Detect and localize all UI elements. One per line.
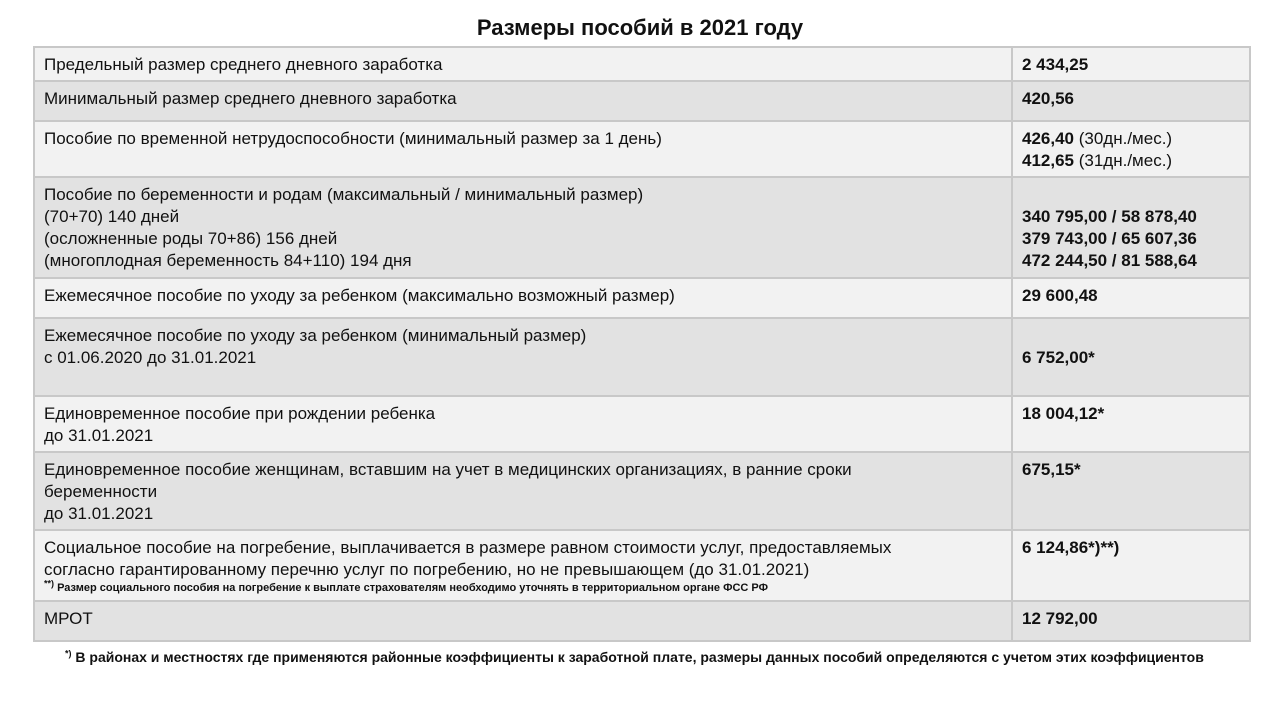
- table-row: [34, 452, 1250, 530]
- table-row: [34, 530, 1250, 601]
- label-line: согласно гарантированному перечню услуг по погребению, но не превышающем (до 31.01.2021): [44, 560, 810, 579]
- table-row: [34, 278, 1250, 318]
- row-label: [34, 396, 1012, 452]
- value-spacer: [1022, 184, 1240, 206]
- table-row: [34, 396, 1250, 452]
- row-value: [1012, 530, 1250, 601]
- value-line: 675,15*: [1022, 460, 1081, 479]
- table-row: [34, 121, 1250, 177]
- value-amount: 426,40: [1022, 129, 1074, 148]
- note-mark: **): [44, 578, 55, 589]
- row-label: [34, 601, 1012, 641]
- label-line: до 31.01.2021: [44, 426, 154, 445]
- label-line: до 31.01.2021: [44, 504, 154, 523]
- footnote-mark: *): [65, 648, 72, 659]
- row-value: [1012, 601, 1250, 641]
- value-unit: (31дн./мес.): [1074, 151, 1173, 170]
- row-label: [34, 81, 1012, 121]
- row-label: [34, 177, 1012, 278]
- value-line: 472 244,50 / 81 588,64: [1022, 251, 1197, 270]
- table-row: [34, 318, 1250, 396]
- value-line: 18 004,12*: [1022, 404, 1105, 423]
- footnote-text: В районах и местностях где применяются районные коэффициенты к заработной плате, размеры данных пособий определяются с учетом этих коэффициентов: [71, 649, 1204, 665]
- label-line: МРОТ: [44, 609, 93, 628]
- label-line: беременности: [44, 482, 158, 501]
- value-line: 29 600,48: [1022, 286, 1098, 305]
- row-label: [34, 318, 1012, 396]
- label-line: Ежемесячное пособие по уходу за ребенком (минимальный размер): [44, 326, 587, 345]
- label-line: с 01.06.2020 до 31.01.2021: [44, 348, 257, 367]
- value-line: 2 434,25: [1022, 55, 1089, 74]
- label-line: (70+70) 140 дней: [44, 207, 180, 226]
- footnote: [65, 648, 1220, 667]
- row-value: [1012, 278, 1250, 318]
- row-label: [34, 530, 1012, 601]
- row-value: [1012, 452, 1250, 530]
- row-label: [34, 452, 1012, 530]
- value-line: [1022, 150, 1240, 172]
- value-line: [1022, 128, 1240, 150]
- label-line: Минимальный размер среднего дневного заработка: [44, 89, 457, 108]
- table-row: [34, 177, 1250, 278]
- table-row: [34, 601, 1250, 641]
- label-line: Пособие по беременности и родам (максимальный / минимальный размер): [44, 185, 644, 204]
- table-row: [34, 47, 1250, 81]
- value-line: 379 743,00 / 65 607,36: [1022, 229, 1197, 248]
- row-value: [1012, 121, 1250, 177]
- value-unit: (30дн./мес.): [1074, 129, 1173, 148]
- value-line: 6 752,00*: [1022, 348, 1095, 367]
- note-text: Размер социального пособия на погребение к выплате страхователям необходимо уточнять в территориальном органе ФСС РФ: [54, 582, 768, 594]
- value-line: 12 792,00: [1022, 609, 1098, 628]
- label-line: Социальное пособие на погребение, выплачивается в размере равном стоимости услуг, предоставляемых: [44, 538, 892, 557]
- row-label: [34, 47, 1012, 81]
- row-label: [34, 121, 1012, 177]
- row-value: [1012, 396, 1250, 452]
- label-line: Ежемесячное пособие по уходу за ребенком (максимально возможный размер): [44, 286, 675, 305]
- row-value: [1012, 81, 1250, 121]
- label-line: Пособие по временной нетрудоспособности (минимальный размер за 1 день): [44, 129, 662, 148]
- label-line: Единовременное пособие при рождении ребенка: [44, 404, 436, 423]
- label-line: Предельный размер среднего дневного заработка: [44, 55, 443, 74]
- page-title: Размеры пособий в 2021 году: [476, 15, 804, 40]
- row-label: [34, 278, 1012, 318]
- benefits-table: [33, 46, 1251, 642]
- row-value: [1012, 177, 1250, 278]
- value-line: 6 124,86*)**): [1022, 538, 1120, 557]
- row-value: [1012, 318, 1250, 396]
- value-amount: 412,65: [1022, 151, 1074, 170]
- label-line: (осложненные роды 70+86) 156 дней: [44, 229, 338, 248]
- value-line: 340 795,00 / 58 878,40: [1022, 207, 1197, 226]
- label-line: Единовременное пособие женщинам, вставшим на учет в медицинских организациях, в ранние сроки: [44, 460, 852, 479]
- value-line: 420,56: [1022, 89, 1074, 108]
- table-row: [34, 81, 1250, 121]
- row-note: [44, 578, 1002, 595]
- label-line: (многоплодная беременность 84+110) 194 дня: [44, 251, 412, 270]
- value-spacer: [1022, 325, 1240, 347]
- row-value: [1012, 47, 1250, 81]
